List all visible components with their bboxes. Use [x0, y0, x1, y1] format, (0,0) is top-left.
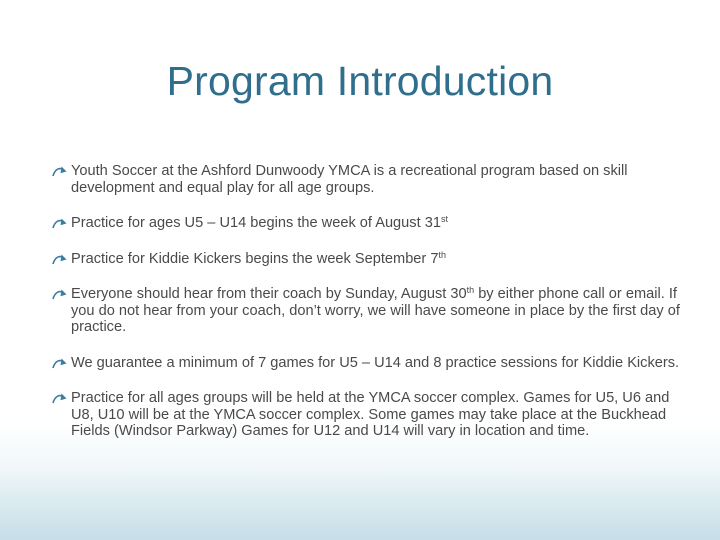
ordinal-suffix: th — [438, 249, 446, 260]
arrow-bullet-icon — [52, 216, 68, 230]
bullet-item — [52, 163, 682, 196]
bullet-list — [52, 163, 682, 440]
slide-title: Program Introduction — [166, 58, 554, 104]
bullet-text: Practice for Kiddie Kickers begins the week September 7 — [71, 250, 439, 267]
arrow-bullet-icon — [52, 391, 68, 405]
bullet-item — [52, 215, 682, 232]
bullet-text: Practice for ages U5 – U14 begins the week of August 31 — [71, 215, 441, 231]
bullet-text: Everyone should hear from their coach by Sunday, August 30 — [71, 286, 467, 302]
ordinal-suffix: th — [466, 285, 475, 295]
bullet-item — [52, 355, 682, 372]
bullet-item — [52, 286, 682, 336]
bullet-text: Youth Soccer at the Ashford Dunwoody YMCA is a recreational program based on skill development and equal play for all age groups. — [71, 163, 628, 196]
arrow-bullet-icon — [52, 287, 68, 301]
arrow-bullet-icon — [52, 252, 68, 266]
bullet-text: Practice for all ages groups will be held at the YMCA soccer complex. Games for U5, U6 and U8, U10 will be at the YMCA soccer complex. Some games may take place at the Buckhead Fields (Windsor Parkway) Games for U12 and U14 will vary in location and time. — [71, 390, 670, 439]
arrow-bullet-icon — [52, 164, 68, 178]
bullet-item — [52, 390, 682, 440]
bullet-text-continued: by either phone call or email. If you do not hear from your coach, don’t worry, we will have someone in place by the first day of practice. — [71, 286, 680, 335]
arrow-bullet-icon — [52, 356, 68, 370]
bullet-text: We guarantee a minimum of 7 games for U5 – U14 and 8 practice sessions for Kiddie Kickers. — [71, 354, 680, 371]
ordinal-suffix: st — [440, 214, 448, 224]
bullet-item — [52, 251, 682, 268]
